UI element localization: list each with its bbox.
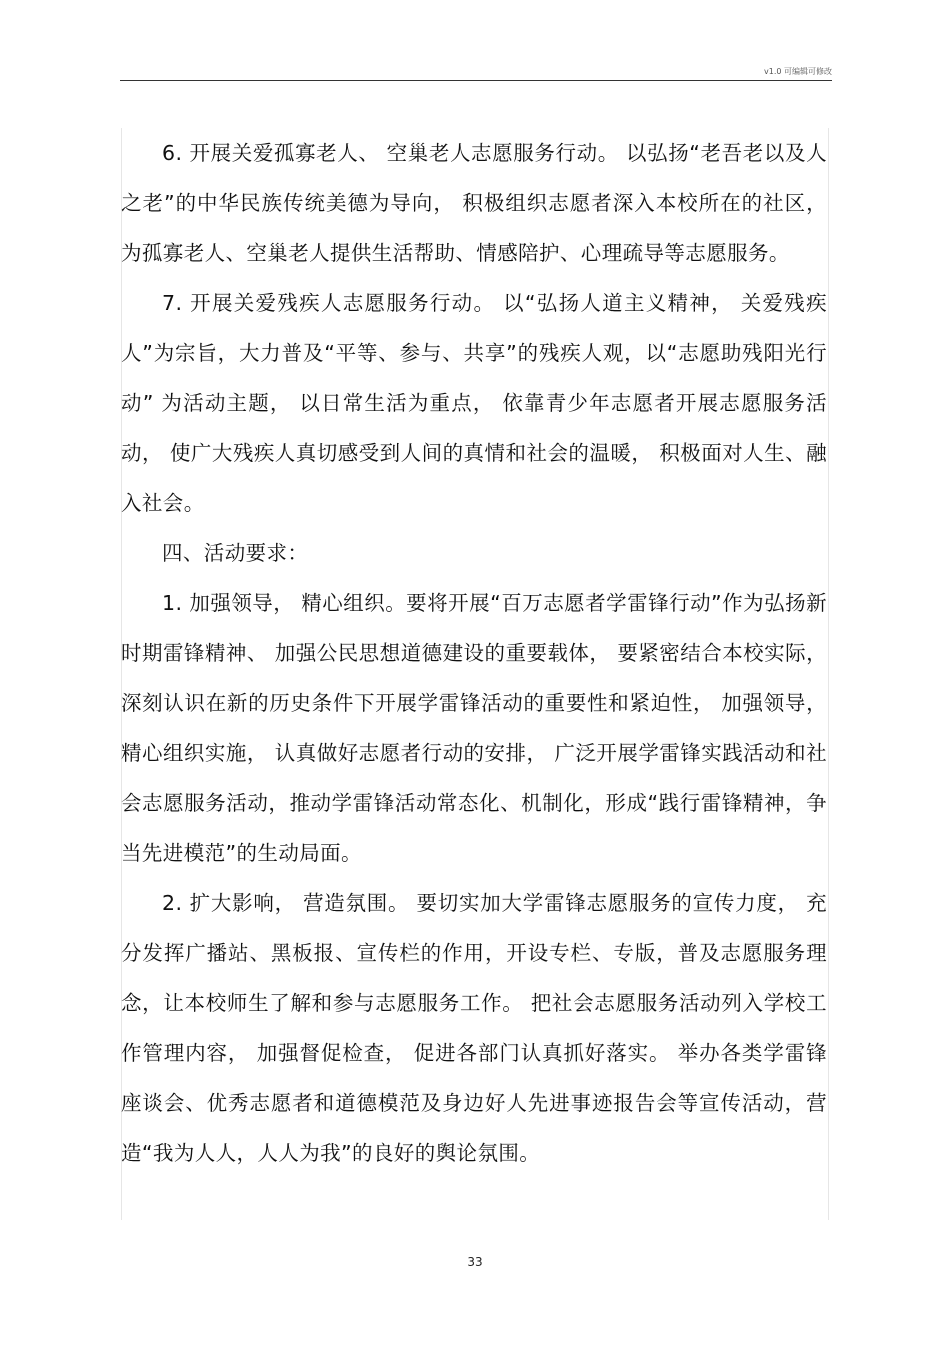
paragraph-requirement-2: 2. 扩大影响， 营造氛围。 要切实加大学雷锋志愿服务的宣传力度， 充分发挥广播站、黑板报、宣传栏的作用，开设专栏、专版，普及志愿服务理念，让本校师生了解和参与志愿服务工作。 把社会志愿服务活动列入学校工作管理内容， 加强督促检查， 促进各部门认真抓好落实。 举办各类学雷锋座谈会、优秀志愿者和道德模范及身边好人先进事迹报告会等宣传活动，营造“我为人人，人人为我”的良好的舆论氛围。 [121, 891, 827, 1165]
paragraph-item-7: 7. 开展关爱残疾人志愿服务行动。 以“弘扬人道主义精神， 关爱残疾人”为宗旨，大力普及“平等、参与、共享”的残疾人观，以“志愿助残阳光行动” 为活动主题， 以日常生活为重点， 依靠青少年志愿者开展志愿服务活动， 使广大残疾人真切感受到人间的真情和社会的温暖， 积极面对人生、融入社会。 [121, 291, 827, 515]
section-heading-requirements: 四、活动要求： [162, 541, 309, 565]
header-version-label: v1.0 可编辑可修改 [764, 67, 832, 76]
paragraph-requirement-1: 1. 加强领导， 精心组织。要将开展“百万志愿者学雷锋行动”作为弘扬新时期雷锋精神、 加强公民思想道德建设的重要载体， 要紧密结合本校实际，深刻认识在新的历史条件下开展学雷锋活动的重要性和紧迫性， 加强领导， 精心组织实施， 认真做好志愿者行动的安排， 广泛开展学雷锋实践活动和社会志愿服务活动，推动学雷锋活动常态化、机制化，形成“践行雷锋精神，争当先进模范”的生动局面。 [121, 591, 827, 865]
page-number: 33 [467, 1255, 483, 1269]
paragraph-item-6: 6. 开展关爱孤寡老人、 空巢老人志愿服务行动。 以弘扬“老吾老以及人之老”的中华民族传统美德为导向， 积极组织志愿者深入本校所在的社区，为孤寡老人、空巢老人提供生活帮助、情感陪护、心理疏导等志愿服务。 [121, 141, 827, 265]
header-divider [120, 80, 832, 81]
document-body [121, 128, 827, 1178]
